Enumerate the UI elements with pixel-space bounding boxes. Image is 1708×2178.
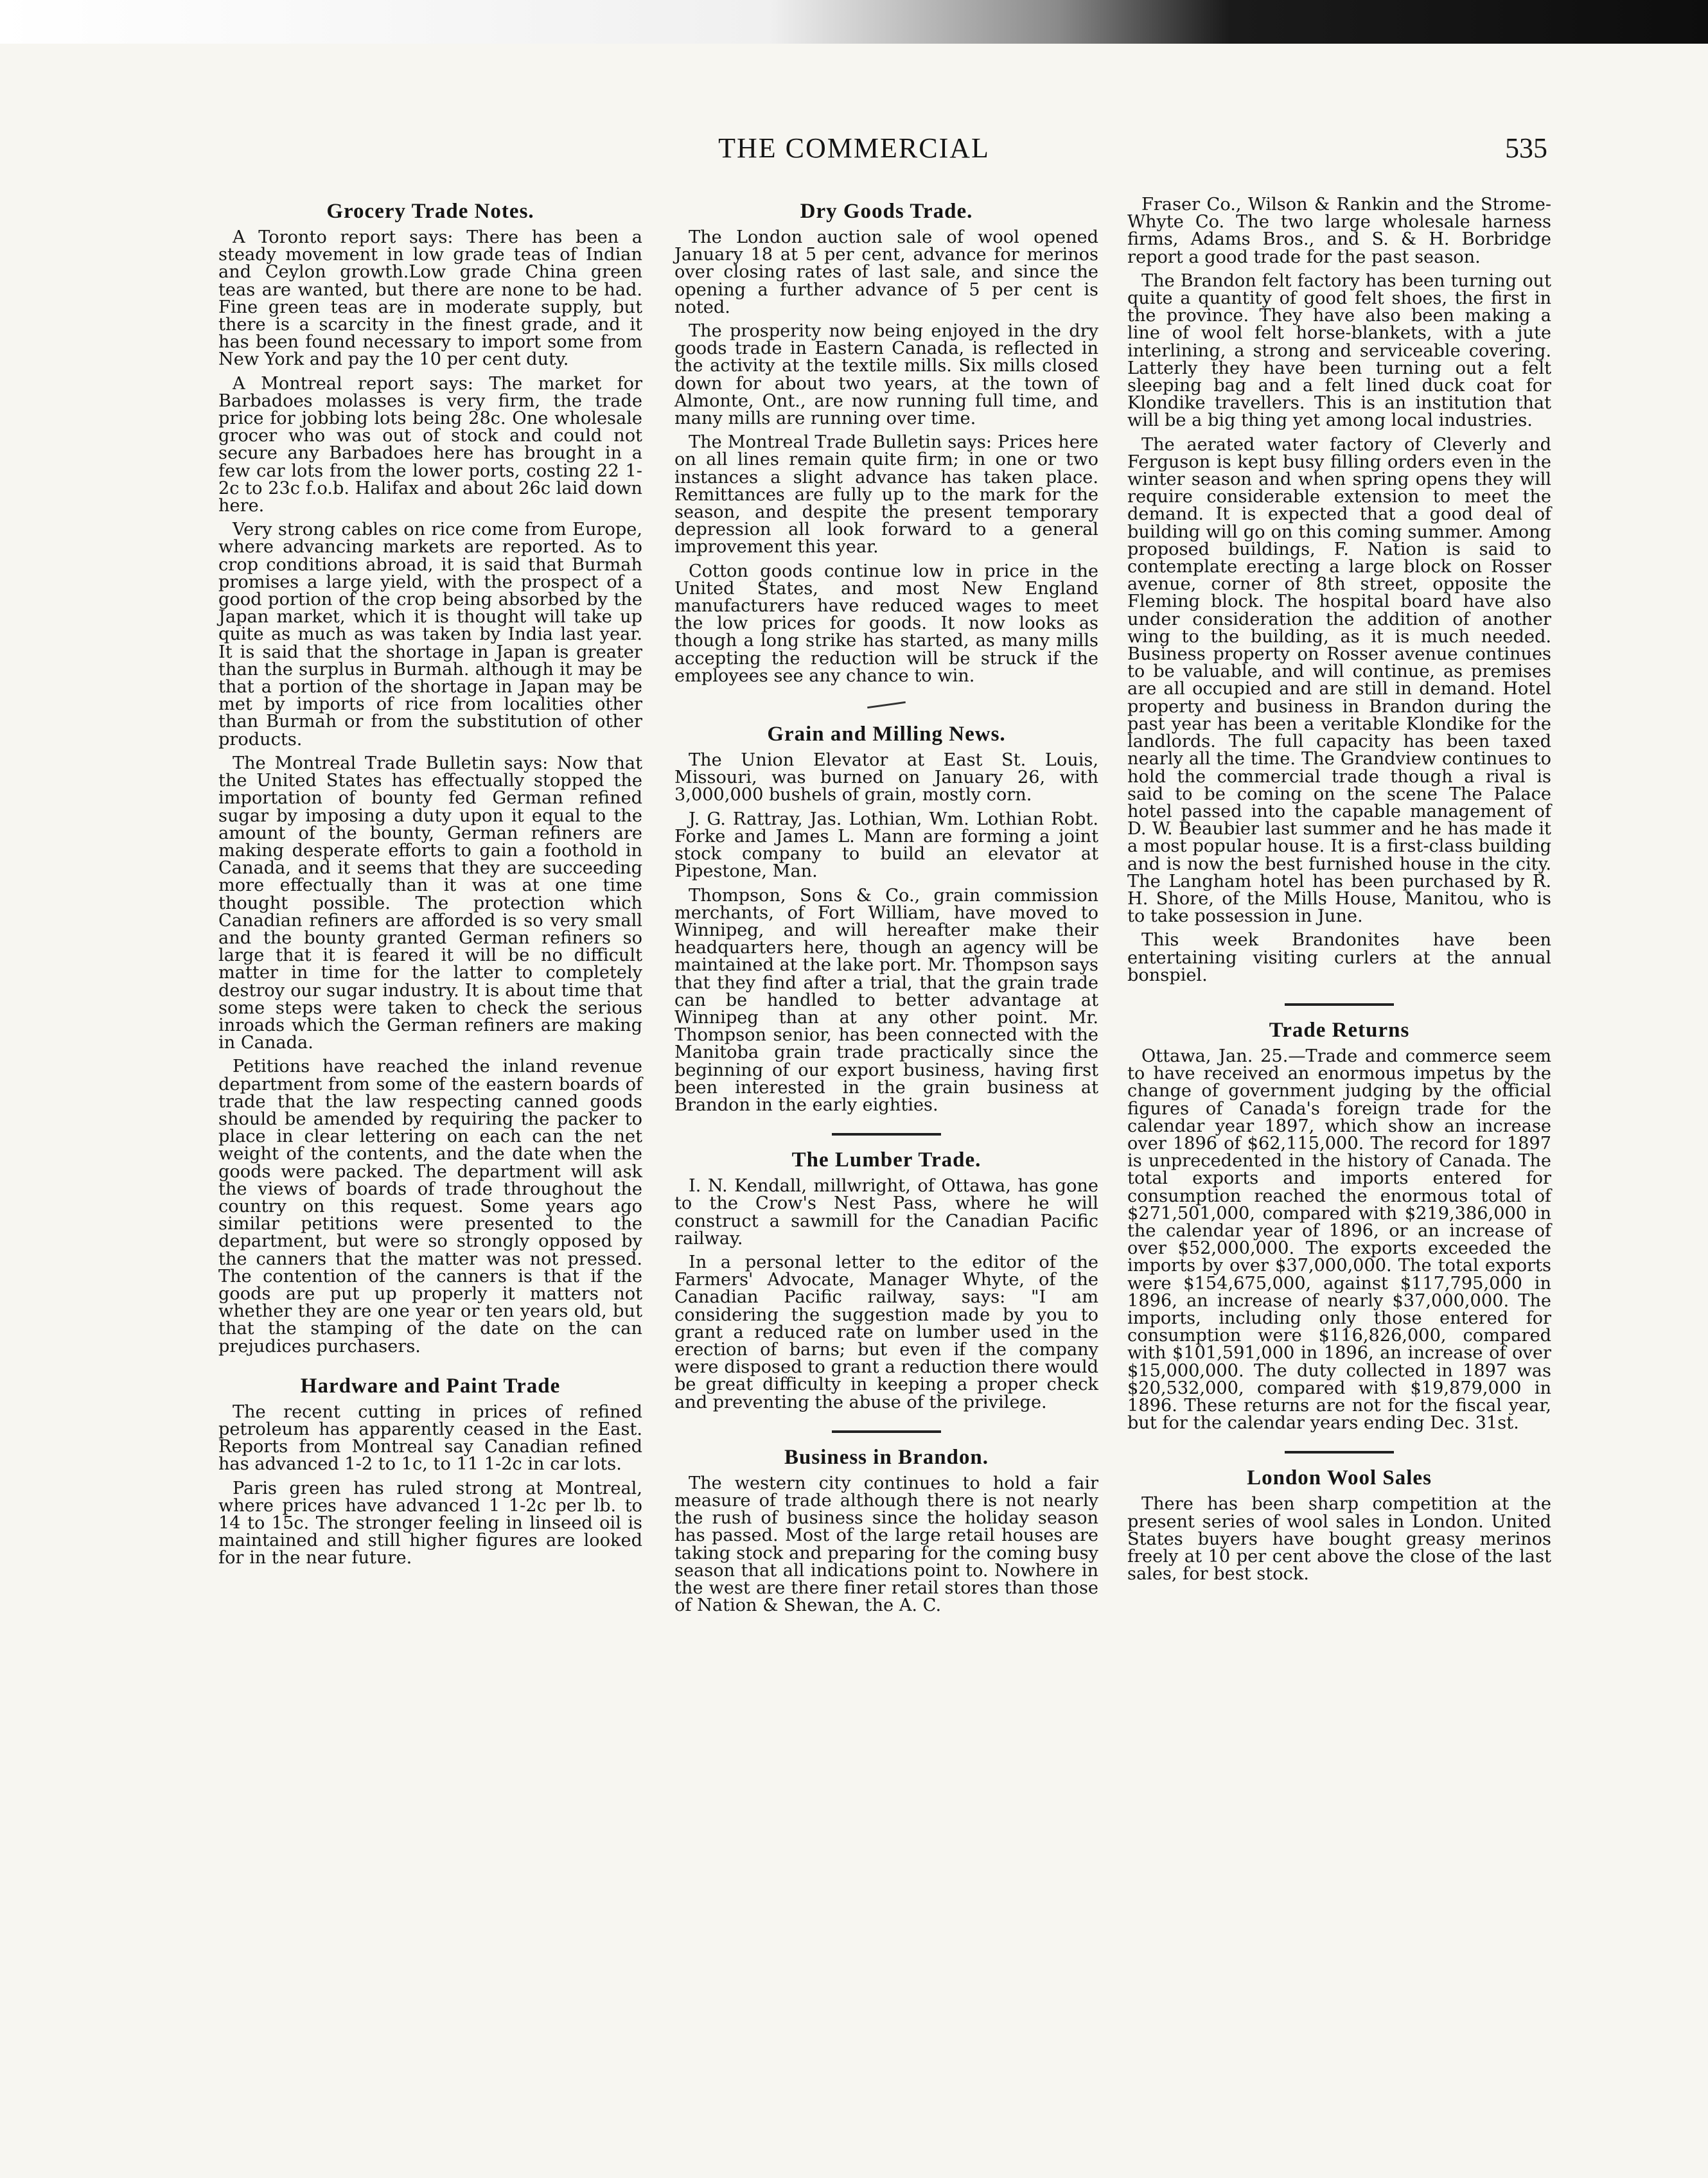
article-paragraph: Paris green has ruled strong at Montreal, where prices have advanced 1 1-2c per lb. to 14 to 15c. The stronger feeling in linseed oil is maintained and still higher figures are looked for in the near future. xyxy=(218,1478,642,1568)
article-paragraph: Cotton goods continue low in price in the United States, and most New England manufacturers have reduced wages to meet the low prices for goods. It now looks as though a long strike has started, as many mills accepting the reduction will be struck if the employees see any chance to win. xyxy=(674,561,1098,686)
page-header xyxy=(0,132,1708,183)
article-paragraph: Thompson, Sons & Co., grain commission merchants, of Fort William, have moved to Winnipeg, and will hereafter make their headquarters here, though an agency will be maintained at the lake port. Mr. Thompson says that they find after a trial, that the grain trade can be handled to better advantage at Winnipeg than at any other point. Mr. Thompson senior, has been connected with the Manitoba grain trade practically since the beginning of our export business, having first been interested in the grain business at Brandon in the early eighties. xyxy=(674,885,1098,1115)
article-paragraph: The Montreal Trade Bulletin says: Prices here on all lines remain quite firm; in one or two instances a slight advance has taken place. Remittances are fully up to the mark for the season, and despite the present temporary depression all look forward to a general improvement this year. xyxy=(674,432,1098,558)
article-headline: Grain and Milling News. xyxy=(767,723,1006,746)
article-headline: The Lumber Trade. xyxy=(791,1148,982,1172)
article-headline: Dry Goods Trade. xyxy=(800,200,973,223)
article-headline: Grocery Trade Notes. xyxy=(326,200,534,223)
article-paragraph: A Montreal report says: The market for Barbadoes molasses is very firm, the trade price for jobbing lots being 28c. One wholesale grocer who was out of stock and could not secure any Barbadoes here has brought in a few car lots from the lower ports, costing 22 1-2c to 23c f.o.b. Halifax and about 26c laid down here. xyxy=(218,373,642,516)
article-paragraph: A Toronto report says: There has been a steady movement in low grade teas of Indian and Ceylon growth.Low grade China green teas are wanted, but there are none to be had. Fine green teas are in moderate supply, but there is a scarcity in the finest grade, and it has been found necessary to import some from New York and pay the 10 per cent duty. xyxy=(218,227,642,370)
article-headline: Hardware and Paint Trade xyxy=(300,1374,561,1398)
section-divider xyxy=(1285,1003,1394,1006)
article-paragraph: The Montreal Trade Bulletin says: Now that the United States has effectually stopped the importation of bounty fed German refined sugar by imposing a duty upon it equal to the amount of the bounty, German refiners are making desperate efforts to gain a foothold in Canada, and it seems that they are succeeding more effectually than it was at one time thought possible. The protection which Canadian refiners are afforded is so very small and the bounty granted German refiners so large that it is feared it will be no difficult matter in time for the latter to completely destroy our sugar industry. It is about time that some steps were taken to check the serious inroads which the German refiners are making in Canada. xyxy=(218,753,642,1053)
article xyxy=(1127,1019,1551,1432)
article-paragraph: The London auction sale of wool opened January 18 at 5 per cent, advance for merinos over closing rates of last sale, and since the opening a further advance of 5 per cent is noted. xyxy=(674,227,1098,317)
article-paragraph: The aerated water factory of Cleverly and Ferguson is kept busy filling orders even in the winter season and when spring opens they will require considerable extension to meet the demand. It is expected that a good deal of building will go on this coming summer. Among proposed buildings, F. Nation is said to contemplate erecting a large block on Rosser avenue, corner of 8th street, opposite the Fleming block. The hospital board have also under consideration the addition of another wing to the building, as it is much needed. Business property on Rosser avenue continues to be valuable, and will continue, as premises are all occupied and are still in demand. Hotel property and business in Brandon during the past year has been a veritable Klondike for the landlords. The full capacity has been taxed nearly all the time. The Grandview continues to hold the commercial trade though a rival is said to be coming on the scene The Palace hotel passed into the capable management of D. W. Beaubier last summer and he has made it a most popular house. It is a first-class building and is now the best furnished house in the city. The Langham hotel has been purchased by R. H. Shore, of the Mills House, Manitou, who is to take possession in June. xyxy=(1127,434,1551,927)
article xyxy=(674,1148,1098,1411)
article-paragraph: Very strong cables on rice come from Europe, where advancing markets are reported. As to crop conditions abroad, it is said that Burmah promises a large yield, with the prospect of a good portion of the crop being absorbed by the Japan market, which it is thought will take up quite as much as was taken by India last year. It is said that the shortage in Japan is greater than the surplus in Burmah. although it may be that a portion of the shortage in Japan may be met by imports of rice from localities other than Burmah or from the substitution of other products. xyxy=(218,520,642,750)
column-1 xyxy=(218,196,642,1586)
article xyxy=(218,200,642,1355)
article xyxy=(1127,196,1551,984)
section-divider xyxy=(832,1133,941,1136)
article-headline: Trade Returns xyxy=(1269,1018,1410,1042)
article-paragraph: This week Brandonites have been entertaining visiting curlers at the annual bonspiel. xyxy=(1127,930,1551,985)
article xyxy=(674,1446,1098,1615)
column-2 xyxy=(674,196,1098,1633)
article xyxy=(218,1374,642,1567)
article-paragraph: The prosperity now being enjoyed in the dry goods trade in Eastern Canada, is reflected in the activity at the textile mills. Six mills closed down for about two years, at the town of Almonte, Ont., are now running full time, and many mills are running over time. xyxy=(674,321,1098,429)
article xyxy=(674,723,1098,1114)
article xyxy=(674,200,1098,685)
article-paragraph: The Brandon felt factory has been turning out quite a quantity of good felt shoes, the first in the province. They have also been making a line of wool felt horse-blankets, with a jute interlining, a strong and serviceable covering. Latterly they have been turning out a felt sleeping bag and a felt lined duck coat for Klondike travellers. This is an institution that will be a big thing yet among local industries. xyxy=(1127,270,1551,431)
article-paragraph: In a personal letter to the editor of the Farmers' Advocate, Manager Whyte, of the Canadian Pacific railway, says: "I am considering the suggestion made by you to grant a reduced rate on lumber used in the erection of barns; but even if the company were disposed to grant a reduction there would be great difficulty in keeping a proper check and preventing the abuse of the privilege. xyxy=(674,1252,1098,1412)
article-paragraph: The western city continues to hold a fair measure of trade although there is not nearly the rush of business since the holiday season has passed. Most of the large retail houses are taking stock and preparing for the coming busy season that all indications point to. Nowhere in the west are there finer retail stores than those of Nation & Shewan, the A. C. xyxy=(674,1473,1098,1616)
article-paragraph: Petitions have reached the inland revenue department from some of the eastern boards of trade that the law respecting canned goods should be amended by requiring the packer to place in clear lettering on each can the net weight of the contents, and the date when the goods were packed. The department will ask the views of boards of trade throughout the country on this request. Some years ago similar petitions were presented to the department, but were so strongly opposed by the canners that the matter was not pressed. The contention of the canners is that if the goods are put up properly it matters not whether they are one year or ten years old, but that the stamping of the date on the can prejudices purchasers. xyxy=(218,1057,642,1357)
section-divider xyxy=(1285,1451,1394,1453)
article-paragraph: I. N. Kendall, millwright, of Ottawa, has gone to the Crow's Nest Pass, where he will construct a sawmill for the Canadian Pacific railway. xyxy=(674,1176,1098,1249)
article-paragraph: Ottawa, Jan. 25.—Trade and commerce seem to have received an enormous impetus by the change of government judging by the official figures of Canada's foreign trade for the calendar year 1897, which show an increase over 1896 of $62,115,000. The record for 1897 is unprecedented in the history of Canada. The total exports and imports entered for consumption reached the enormous total of $271,501,000, compared with $219,386,000 in the calendar year of 1896, or an increase of over $52,000,000. The exports exceeded the imports by over $37,000,000. The total exports were $154,675,000, against $117,795,000 in 1896, an increase of nearly $37,000,000. The imports, including only those entered for consumption were $116,826,000, compared with $101,591,000 in 1896, an increase of over $15,000,000. The duty collected in 1897 was $20,532,000, compared with $19,879,000 in 1896. These returns are not for the fiscal year, but for the calendar years ending Dec. 31st. xyxy=(1127,1046,1551,1434)
section-divider xyxy=(832,1430,941,1433)
column-3 xyxy=(1127,196,1551,1602)
article-headline: Business in Brandon. xyxy=(784,1445,989,1469)
section-divider xyxy=(867,701,906,708)
article-paragraph: Fraser Co., Wilson & Rankin and the Strome-Whyte Co. The two large wholesale harness firms, Adams Bros., and S. & H. Borbridge report a good trade for the past season. xyxy=(1127,195,1551,267)
article-paragraph: The Union Elevator at East St. Louis, Missouri, was burned on January 26, with 3,000,000 bushels of grain, mostly corn. xyxy=(674,750,1098,805)
article xyxy=(1127,1466,1551,1583)
article-paragraph: The recent cutting in prices of refined petroleum has apparently ceased in the East. Reports from Montreal say Canadian refined has advanced 1-2 to 1c, to 11 1-2c in car lots. xyxy=(218,1401,642,1475)
article-paragraph: There has been sharp competition at the present series of wool sales in London. United States buyers have bought greasy merinos freely at 10 per cent above the close of the last sales, for best stock. xyxy=(1127,1494,1551,1585)
article-paragraph: J. G. Rattray, Jas. Lothian, Wm. Lothian Robt. Forke and James L. Mann are forming a joint stock company to build an elevator at Pipestone, Man. xyxy=(674,809,1098,882)
scan-edge-bar xyxy=(0,0,1708,44)
page-number: 535 xyxy=(1505,132,1547,164)
article-headline: London Wool Sales xyxy=(1247,1466,1432,1490)
newspaper-title: THE COMMERCIAL xyxy=(718,132,990,164)
